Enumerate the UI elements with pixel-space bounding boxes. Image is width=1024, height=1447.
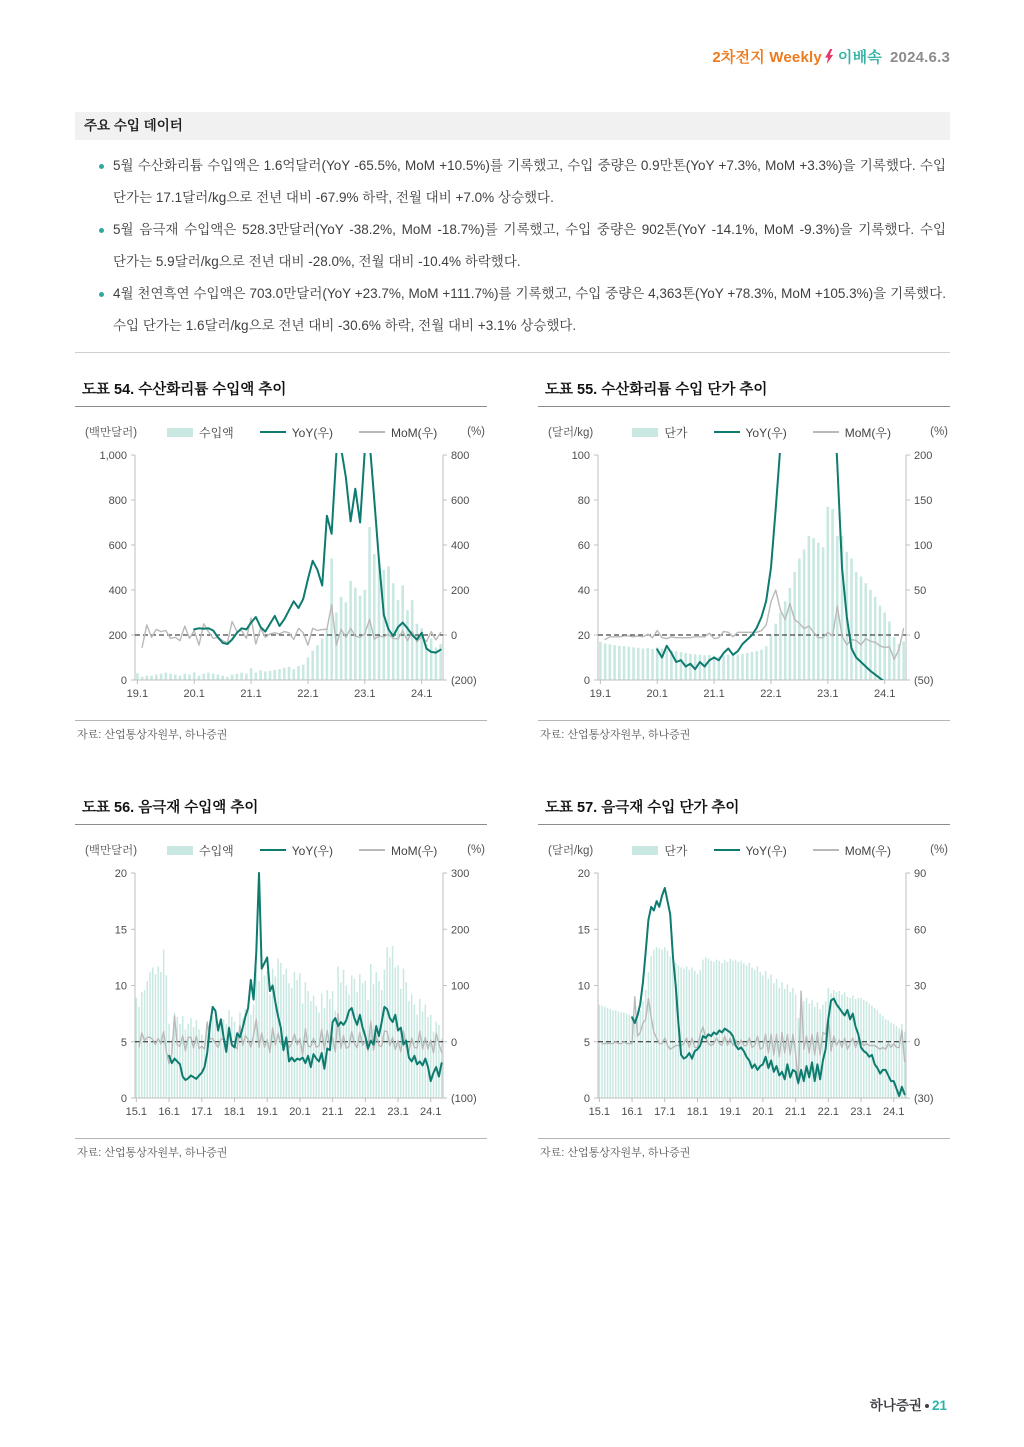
summary-bullets <box>75 150 950 353</box>
left-axis-unit: (백만달러) <box>85 427 138 439</box>
page-number: 21 <box>931 1398 947 1413</box>
svg-text:20: 20 <box>114 868 127 880</box>
bullet-icon <box>99 164 104 169</box>
svg-text:21.1: 21.1 <box>703 688 725 700</box>
svg-text:80: 80 <box>577 495 590 507</box>
chart-source: 자료: 산업통상자원부, 하나증권 <box>75 1138 487 1160</box>
svg-text:800: 800 <box>451 450 470 462</box>
legend-label: MoM(우) <box>844 843 891 858</box>
legend-label: MoM(우) <box>844 425 891 440</box>
line-swatch-icon <box>359 431 385 433</box>
right-axis-unit: (%) <box>467 426 485 438</box>
line-swatch-icon <box>813 849 839 851</box>
svg-text:22.1: 22.1 <box>760 688 782 700</box>
legend-label: 수입액 <box>199 425 234 440</box>
legend-label: 수입액 <box>199 843 234 858</box>
svg-text:16.1: 16.1 <box>621 1106 643 1118</box>
report-header <box>75 46 950 68</box>
svg-text:300: 300 <box>451 868 470 880</box>
svg-text:23.1: 23.1 <box>387 1106 409 1118</box>
svg-text:21.1: 21.1 <box>240 688 262 700</box>
legend-item-bar <box>632 424 687 441</box>
svg-text:400: 400 <box>451 540 470 552</box>
svg-text:20: 20 <box>577 630 590 642</box>
chart-legend <box>538 841 950 859</box>
legend-label: 단가 <box>664 425 688 440</box>
svg-text:20.1: 20.1 <box>752 1106 774 1118</box>
chart-legend <box>75 423 487 441</box>
chart-title: 도표 54. 수산화리튬 수입액 추이 <box>75 376 487 407</box>
legend-label: YoY(우) <box>291 843 333 858</box>
chart-source: 자료: 산업통상자원부, 하나증권 <box>75 720 487 742</box>
chart-canvas <box>75 443 487 711</box>
svg-text:23.1: 23.1 <box>850 1106 872 1118</box>
svg-text:20.1: 20.1 <box>183 688 205 700</box>
svg-text:24.1: 24.1 <box>883 1106 905 1118</box>
svg-text:5: 5 <box>583 1036 590 1049</box>
svg-text:24.1: 24.1 <box>420 1106 442 1118</box>
legend-label: MoM(우) <box>390 843 438 858</box>
svg-text:24.1: 24.1 <box>873 688 896 700</box>
svg-text:17.1: 17.1 <box>654 1106 676 1118</box>
svg-text:15.1: 15.1 <box>125 1106 148 1118</box>
bullet-text: 5월 음극재 수입액은 528.3만달러(YoY -38.2%, MoM -18.7%)를 기록했고, 수입 중량은 902톤(YoY -14.1%, MoM -9.3%)을 기록했다. 수입 단가는 5.9달러/kg으로 전년 대비 -28.0%, 전월 대비 -10.4% 하락했다. <box>113 222 946 269</box>
svg-text:23.1: 23.1 <box>817 688 839 700</box>
chart-canvas <box>538 861 950 1129</box>
line-swatch-icon <box>260 849 286 851</box>
svg-text:800: 800 <box>108 495 127 507</box>
line-swatch-icon <box>813 431 839 433</box>
legend-item-yoy <box>260 842 333 859</box>
svg-text:0: 0 <box>120 675 127 687</box>
chart-title: 도표 55. 수산화리튬 수입 단가 추이 <box>538 376 950 407</box>
svg-text:21.1: 21.1 <box>784 1106 807 1118</box>
report-date: 2024.6.3 <box>890 49 950 66</box>
footer-dot-icon <box>925 1404 929 1408</box>
svg-text:15: 15 <box>577 924 590 937</box>
svg-text:90: 90 <box>914 868 927 880</box>
legend-item-mom <box>359 842 437 859</box>
svg-text:0: 0 <box>583 675 590 687</box>
svg-text:0: 0 <box>451 630 458 642</box>
legend-item-bar <box>632 842 687 859</box>
svg-text:10: 10 <box>577 980 590 993</box>
legend-label: YoY(우) <box>745 425 787 440</box>
svg-text:(50): (50) <box>914 675 934 687</box>
svg-text:15.1: 15.1 <box>588 1106 611 1118</box>
svg-text:16.1: 16.1 <box>158 1106 180 1118</box>
svg-text:22.1: 22.1 <box>354 1106 377 1118</box>
svg-text:21.1: 21.1 <box>321 1106 344 1118</box>
svg-text:(30): (30) <box>914 1093 934 1105</box>
chart-canvas <box>538 443 950 711</box>
left-axis-unit: (백만달러) <box>85 845 138 857</box>
svg-text:18.1: 18.1 <box>686 1106 709 1118</box>
analyst-name: 이배속 <box>837 49 882 66</box>
legend-item-yoy <box>714 842 787 859</box>
svg-text:15: 15 <box>114 924 127 937</box>
svg-text:0: 0 <box>583 1093 590 1105</box>
svg-text:400: 400 <box>108 585 127 597</box>
legend-item-mom <box>359 424 437 441</box>
legend-item-bar <box>167 842 234 859</box>
svg-text:600: 600 <box>108 540 127 552</box>
svg-text:40: 40 <box>577 585 590 597</box>
chart-legend <box>538 423 950 441</box>
chart-title: 도표 56. 음극재 수입액 추이 <box>75 794 487 825</box>
chart-title: 도표 57. 음극재 수입 단가 추이 <box>538 794 950 825</box>
legend-item-mom <box>813 842 891 859</box>
svg-text:23.1: 23.1 <box>354 688 376 700</box>
lightning-bolt-icon <box>824 49 834 68</box>
svg-text:19.1: 19.1 <box>589 688 612 700</box>
section-title: 주요 수입 데이터 <box>75 112 950 140</box>
legend-item-bar <box>167 424 234 441</box>
bar-swatch-icon <box>167 846 193 855</box>
svg-text:22.1: 22.1 <box>817 1106 840 1118</box>
svg-text:60: 60 <box>577 540 590 552</box>
svg-text:50: 50 <box>914 585 927 597</box>
svg-text:200: 200 <box>451 924 470 937</box>
svg-text:20.1: 20.1 <box>646 688 668 700</box>
svg-text:200: 200 <box>914 450 933 462</box>
line-swatch-icon <box>359 849 385 851</box>
legend-item-mom <box>813 424 891 441</box>
chart-source: 자료: 산업통상자원부, 하나증권 <box>538 1138 950 1160</box>
list-item <box>75 278 950 342</box>
svg-text:30: 30 <box>914 980 927 993</box>
svg-text:0: 0 <box>914 630 921 642</box>
chart-block-55 <box>538 376 950 742</box>
svg-text:24.1: 24.1 <box>410 688 433 700</box>
bar-swatch-icon <box>632 428 658 437</box>
svg-text:5: 5 <box>120 1036 127 1049</box>
bullet-icon <box>99 228 104 233</box>
svg-text:150: 150 <box>914 495 933 507</box>
svg-text:19.1: 19.1 <box>719 1106 741 1118</box>
svg-text:1,000: 1,000 <box>99 450 127 462</box>
line-swatch-icon <box>714 849 740 851</box>
left-axis-unit: (달러/kg) <box>548 427 594 439</box>
right-axis-unit: (%) <box>930 844 948 856</box>
page-footer <box>870 1394 947 1414</box>
svg-text:20: 20 <box>577 868 590 880</box>
publisher-logo: 하나증권 <box>869 1398 922 1413</box>
svg-text:200: 200 <box>451 585 470 597</box>
chart-canvas <box>75 861 487 1129</box>
line-swatch-icon <box>714 431 740 433</box>
svg-text:100: 100 <box>914 540 933 552</box>
bullet-icon <box>99 292 104 297</box>
svg-text:(200): (200) <box>451 675 477 687</box>
svg-text:100: 100 <box>571 450 590 462</box>
bar-swatch-icon <box>167 428 193 437</box>
bullet-text: 4월 천연흑연 수입액은 703.0만달러(YoY +23.7%, MoM +111.7%)를 기록했고, 수입 중량은 4,363톤(YoY +78.3%, MoM +105.3%)을 기록했다. 수입 단가는 1.6달러/kg으로 전년 대비 -30.6% 하락, 전월 대비 +3.1% 상승했다. <box>113 286 946 333</box>
svg-text:19.1: 19.1 <box>126 688 149 700</box>
bar-swatch-icon <box>632 846 658 855</box>
list-item <box>75 214 950 278</box>
line-swatch-icon <box>260 431 286 433</box>
legend-label: YoY(우) <box>745 843 787 858</box>
chart-block-56 <box>75 794 487 1160</box>
svg-text:20.1: 20.1 <box>289 1106 311 1118</box>
svg-text:22.1: 22.1 <box>297 688 319 700</box>
svg-text:0: 0 <box>120 1093 127 1105</box>
legend-item-yoy <box>714 424 787 441</box>
chart-source: 자료: 산업통상자원부, 하나증권 <box>538 720 950 742</box>
left-axis-unit: (달러/kg) <box>548 845 594 857</box>
report-series-title: 2차전지 Weekly <box>712 49 822 66</box>
legend-label: YoY(우) <box>291 425 333 440</box>
svg-text:0: 0 <box>914 1036 921 1049</box>
legend-item-yoy <box>260 424 333 441</box>
legend-label: 단가 <box>664 843 688 858</box>
svg-text:(100): (100) <box>451 1093 477 1105</box>
legend-label: MoM(우) <box>390 425 438 440</box>
svg-text:100: 100 <box>451 980 470 993</box>
list-item <box>75 150 950 214</box>
bullet-text: 5월 수산화리튬 수입액은 1.6억달러(YoY -65.5%, MoM +10.5%)를 기록했고, 수입 중량은 0.9만톤(YoY +7.3%, MoM +3.3%)을 기록했다. 수입 단가는 17.1달러/kg으로 전년 대비 -67.9% 하락, 전월 대비 +7.0% 상승했다. <box>113 158 946 205</box>
svg-text:18.1: 18.1 <box>223 1106 246 1118</box>
svg-text:600: 600 <box>451 495 470 507</box>
svg-text:10: 10 <box>114 980 127 993</box>
svg-text:19.1: 19.1 <box>256 1106 278 1118</box>
right-axis-unit: (%) <box>467 844 485 856</box>
chart-block-54 <box>75 376 487 742</box>
chart-legend <box>75 841 487 859</box>
right-axis-unit: (%) <box>930 426 948 438</box>
svg-text:0: 0 <box>451 1036 458 1049</box>
chart-block-57 <box>538 794 950 1160</box>
charts-grid <box>75 376 950 1160</box>
svg-text:17.1: 17.1 <box>191 1106 213 1118</box>
svg-text:60: 60 <box>914 924 927 937</box>
svg-text:200: 200 <box>108 630 127 642</box>
